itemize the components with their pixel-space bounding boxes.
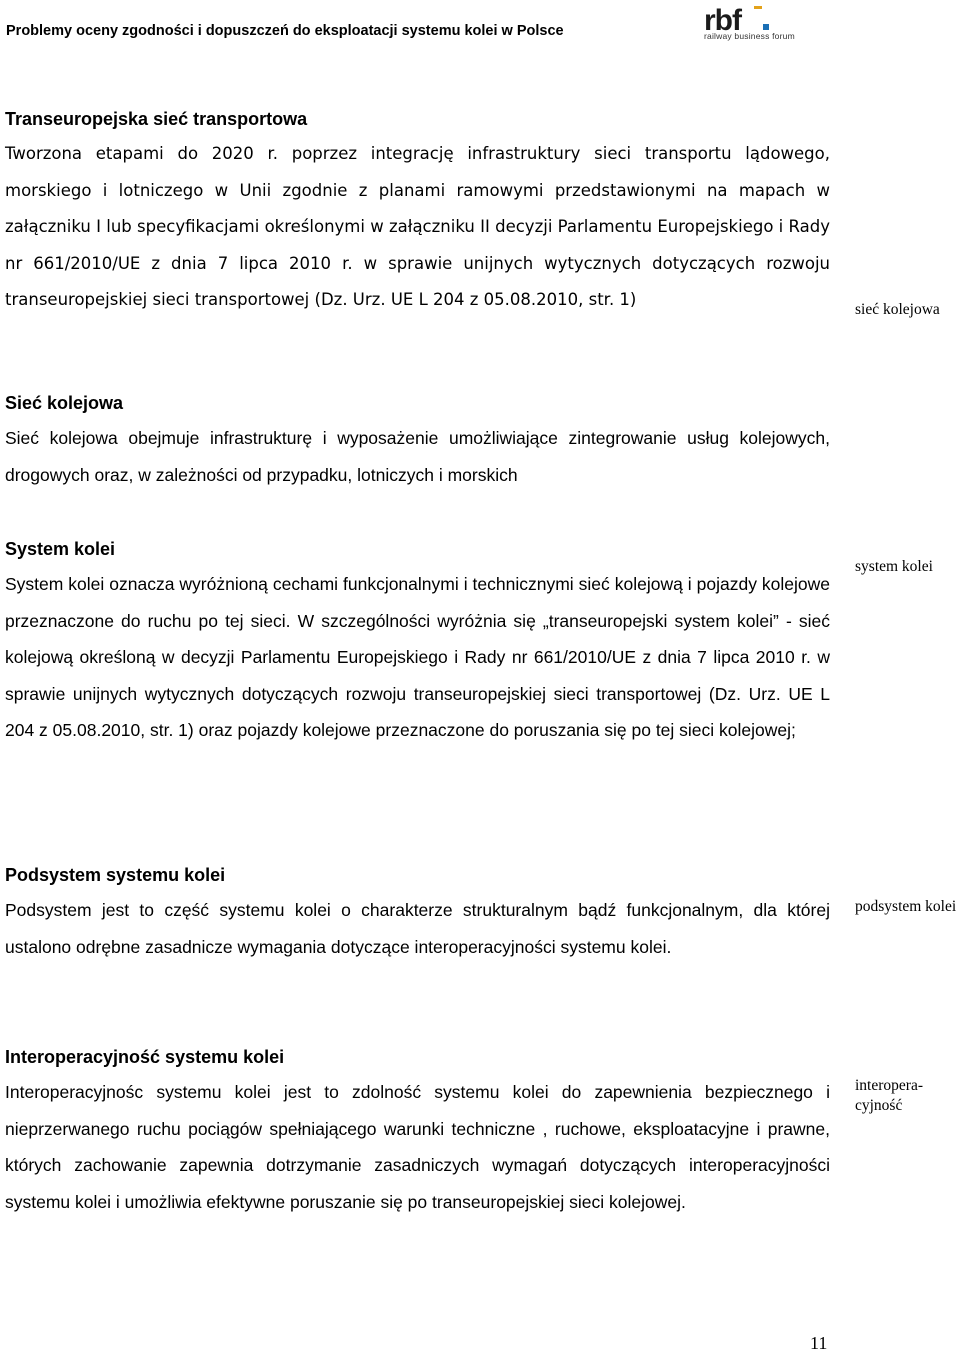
section-heading: System kolei: [5, 539, 116, 559]
section-rail-system: [5, 538, 830, 749]
section-heading: Interoperacyjność systemu kolei: [5, 1047, 285, 1067]
logo-subtitle: railway business forum: [704, 31, 795, 41]
section-heading: Sieć kolejowa: [5, 393, 124, 413]
document-title: Problemy oceny zgodności i dopuszczeń do eksploatacji systemu kolei w Polsce: [6, 23, 564, 39]
section-body: Tworzona etapami do 2020 r. poprzez integrację infrastruktury sieci transportu lądowego, morskiego i lotniczego w Unii zgodnie z planami ramowymi przedstawionymi na mapach w załączniku I lub specyfikacjami określonymi w załączniku II decyzji Parlamentu Europejskiego i Rady nr 661/2010/UE z dnia 7 lipca 2010 r. w sprawie unijnych wytycznych dotyczących rozwoju transeuropejskiej sieci transportowej (Dz. Urz. UE L 204 z 05.08.2010, str. 1): [5, 144, 830, 309]
svg-text:rbf: rbf: [704, 4, 741, 37]
section-body: System kolei oznacza wyróżnioną cechami funkcjonalnymi i technicznymi sieć kolejową i pojazdy kolejowe przeznaczone do ruchu po tej sieci. W szczególności wyróżnia się „transeuropejski system kolei” - sieć kolejową określoną w decyzji Parlamentu Europejskiego i Rady nr 661/2010/UE z dnia 7 lipca 2010 r. w sprawie unijnych wytycznych dotyczących rozwoju transeuropejskiej sieci transportowej (Dz. Urz. UE L 204 z 05.08.2010, str. 1) oraz pojazdy kolejowe przeznaczone do poruszania się po tej sieci kolejowej;: [5, 574, 830, 740]
page-number: 11: [810, 1333, 828, 1353]
margin-note: sieć kolejowa: [855, 301, 940, 318]
section-heading: Podsystem systemu kolei: [5, 865, 226, 885]
section-body: Podsystem jest to część systemu kolei o charakterze strukturalnym bądź funkcjonalnym, dla której ustalono odrębne zasadnicze wymagania dotyczące interoperacyjności systemu kolei.: [5, 900, 830, 957]
section-subsystem: [5, 864, 830, 965]
section-transeuropean-network: [5, 108, 830, 319]
section-interoperability: [5, 1046, 830, 1220]
section-body: Interoperacyjnośc systemu kolei jest to zdolność systemu kolei do zapewnienia bezpiecznego i nieprzerwanego ruchu pociągów spełniającego warunki techniczne , ruchowe, eksploatacyjne i prawne, których zachowanie zapewnia dotrzymanie zasadniczych wymagań dotyczących interoperacyjności systemu kolei i umożliwia efektywne poruszanie się po transeuropejskiej sieci kolejowej.: [5, 1082, 830, 1212]
margin-note: system kolei: [855, 558, 933, 575]
section-rail-network: [5, 392, 830, 493]
section-body: Sieć kolejowa obejmuje infrastrukturę i wyposażenie umożliwiające zintegrowanie usług kolejowych, drogowych oraz, w zależności od przypadku, lotniczych i morskich: [5, 428, 830, 485]
section-heading: Transeuropejska sieć transportowa: [5, 109, 308, 129]
margin-note: podsystem kolei: [855, 898, 957, 915]
margin-note: interopera-cyjność: [855, 1077, 923, 1114]
